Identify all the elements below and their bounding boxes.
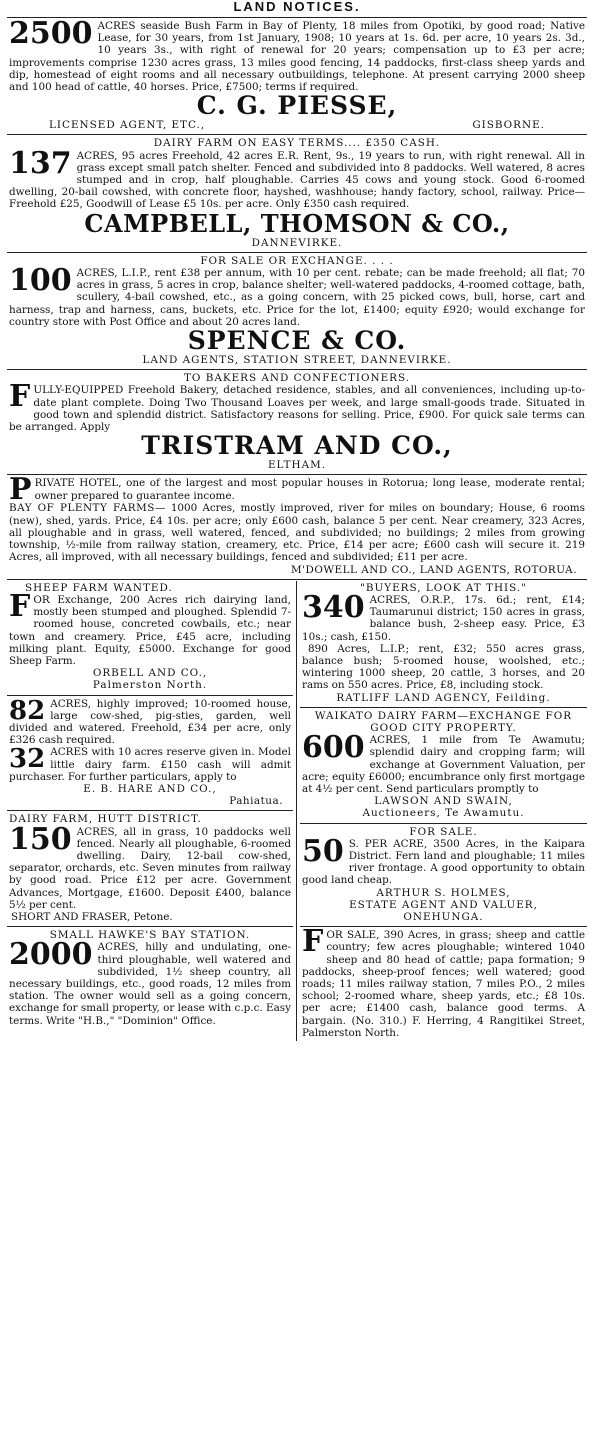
agent-town: Pahiatua. (229, 795, 283, 808)
ad-orbell (7, 581, 293, 694)
agent-name: LAWSON AND SWAIN, (374, 795, 513, 808)
bop-body: 1000 Acres, mostly improved, river for miles on boundary; House, 6 rooms (new), shed, yards. Price, £4 10s. per acre; only £600 cash, balance 5 per cent. Near creamery, 323 Acres, all ploughable and in grass, well watered, fenced, and subdivided; no buildings; 2 miles from growing township, ½-mile from railway station, creamery, etc. Price, £14 per acre; £600 cash will secure it. 219 Acres, all improved, with all necessary buildings, fenced and subdivided; £11 per acre. (9, 502, 585, 564)
agent-town: DANNEVIRKE. (251, 236, 343, 249)
agent-town: GISBORNE. (472, 119, 545, 132)
agent-line: M'DOWELL AND CO., LAND AGENTS, ROTORUA. (291, 563, 577, 576)
left-column (7, 581, 297, 1041)
divider (300, 707, 587, 708)
divider (7, 474, 587, 475)
ad-body: ACRES with 10 acres reserve given in. Model little dairy farm. £150 cash will admit purchaser. For further particulars, apply to (9, 746, 291, 783)
ad-body: ACRES, 1 mile from Te Awamutu; splendid dairy and cropping farm; will exchange at Government Valuation, per acre; equity £6000; encumbrance only first mortgage at 4½ per cent. Send particulars promptly to (302, 734, 585, 795)
ad-title: "BUYERS, LOOK AT THIS." (360, 581, 527, 594)
agent-town: Auctioneers, Te Awamutu. (362, 807, 525, 820)
ad-piesse (7, 16, 587, 133)
drop-cap: P (9, 472, 32, 508)
agent-title: LICENSED AGENT, ETC., (49, 119, 206, 132)
agent-name: RATLIFF LAND AGENCY, Feilding. (336, 691, 551, 704)
ad-body: OR SALE, 390 Acres, in grass; sheep and cattle country; few acres ploughable; wintered 1040 sheep and 80 head of cattle; papa formation; 9 paddocks, sheep-proof fences; well watered; good roads; 11 miles railway station, 7 miles P.O., 2 miles school; 2-roomed whare, sheep yards, etc.; £8 10s. per acre; £1400 cash, balance good terms. A bargain. (No. 310.) F. Herring, 4 Rangitikei Street, Palmerston North. (302, 929, 585, 1039)
agent-name: SHORT AND FRASER, Petone. (11, 910, 173, 923)
agent-name: ARTHUR S. HOLMES, (376, 886, 511, 899)
agent-address: LAND AGENTS, STATION STREET, DANNEVIRKE. (142, 354, 452, 367)
divider (7, 926, 293, 927)
agent-name: CAMPBELL, THOMSON & CO., (84, 208, 510, 238)
divider (7, 369, 587, 370)
agent-town: Palmerston North. (92, 679, 208, 692)
ad-tristram (7, 371, 587, 473)
ad-title: SHEEP FARM WANTED. (25, 581, 173, 594)
ad-lead-number: 2000 (9, 937, 93, 973)
bop-title: BAY OF PLENTY FARMS— (9, 502, 166, 515)
ad-body: OR Exchange, 200 Acres rich dairying land, mostly been stumped and ploughed. Splendid 7-roomed house, concreted cowbails, etc.; near town and creamery. Price, £45 acre, including milking plant. Equity, £5000. Exchange for good Sheep Farm. (9, 593, 291, 667)
agent-name: ORBELL AND CO., (92, 667, 208, 680)
ad-herring (300, 924, 587, 1041)
ad-body: ACRES, L.I.P., rent £38 per annum, with 10 per cent. rebate; can be made freehold; all flat; 70 acres in grass, 5 acres in crop, balance shelter; well-watered paddocks, 4-roomed cottage, bath, scullery, 4-bail cowshed, etc., as a going concern, with 25 picked cows, bull, horse, cart and harness, trap and harness, cans, buckets, etc. Price for the lot, £1400; equity £920; would exchange for country store with Post Office and about 20 acres land. (9, 267, 585, 328)
divider (300, 823, 587, 824)
agent-name: C. G. PIESSE, (196, 91, 398, 121)
ad-title: FOR SALE. (409, 825, 478, 838)
ad-lead-number: 150 (9, 821, 72, 857)
ad-body: ACRES, hilly and undulating, one-third ploughable, well watered and subdivided, 1½ sheep country, all necessary buildings, etc., good roads, 12 miles from station. The owner would sell as a going concern, exchange for small property, or lease with c.p.c. Easy terms. Write "H.B.," "Dominion" Office. (9, 941, 291, 1027)
agent-name: TRISTRAM AND CO., (141, 431, 453, 461)
ad-body: ACRES, O.R.P., 17s. 6d.; rent, £14; Taumarunui district; 150 acres in grass, balance bush, 2-sheep easy. Price, £3 10s.; cash, £150. (302, 593, 585, 643)
divider (300, 926, 587, 927)
ad-body: S. PER ACRE, 3500 Acres, in the Kaipara District. Fern land and ploughable; 11 miles river frontage. A good opportunity to obtain good land cheap. (302, 837, 585, 887)
ad-body: ACRES seaside Bush Farm in Bay of Plenty, 18 miles from Opotiki, by good road; Native Lease, for 30 years, from 1st January, 1908; 10 years at 1s. 6d. per acre, 10 years 2s. 3d., 10 years 3s., with right of renewal for 20 years; compensation up to £3 per acre; improvements comprise 1230 acres grass, 13 miles good fencing, 14 paddocks, first-class sheep yards and dip, homestead of eight rooms and all necessary outbuildings, telephone. At present carrying 2000 sheep and 100 head of cattle, 40 horses. Price, £7500; terms if required. (9, 20, 585, 94)
right-column (297, 581, 587, 1041)
ad-title: SMALL HAWKE'S BAY STATION. (49, 929, 251, 942)
ad-lead-number: 340 (302, 589, 365, 625)
ad-hare (7, 697, 293, 810)
ad-body: ACRES, all in grass, 10 paddocks well fenced. Nearly all ploughable, 6-roomed dwelling. Dairy, 12-bail cow-shed, separator, orchards, etc. Seven minutes from railway by good road. Price £12 per acre. Government Advances, Mortgage, £1600. Deposit £400, balance 5½ per cent. (9, 825, 291, 911)
ad-lead-number: 137 (9, 145, 72, 181)
agent-title: ESTATE AGENT AND VALUER, (349, 898, 538, 911)
agent-town: ELTHAM. (267, 459, 327, 472)
ad-lawson (300, 709, 587, 822)
ad-spence (7, 254, 587, 368)
divider (7, 579, 587, 580)
ad-body-2: 890 Acres, L.I.P.; rent, £32; 550 acres grass, balance bush; 5-roomed house, woolshed, etc.; wintering 1000 sheep, 20 cattle, 3 horses, and 20 rams on 550 acres. Price, £8, including stock. (302, 642, 585, 692)
drop-cap: F (9, 379, 31, 415)
divider (7, 695, 293, 696)
ad-body: ACRES, highly improved; 10-roomed house, large cow-shed, pig-sties, garden, well divided and watered. Freehold, £34 per acre, only £326 cash required. (9, 697, 291, 747)
divider (7, 252, 587, 253)
agent-town: ONEHUNGA. (403, 910, 484, 923)
drop-cap: F (302, 924, 324, 960)
ad-body: ACRES, 95 acres Freehold, 42 acres E.R. Rent, 9s., 19 years to run, with right renewal. All in grass except small patch shelter. Fenced and subdivided into 8 paddocks. Well watered, 8 acres stumped and in crop, half ploughable. Carries 45 cows and young stock. Good 6-roomed dwelling, 20-bail cowshed, with concrete floor, hayshed, washhouse; handy factory, school, railway. Price—Freehold £25, Goodwill of Lease £5 10s. per acre. Only £350 cash required. (9, 149, 585, 211)
ad-title: FOR SALE OR EXCHANGE. . . . (200, 254, 394, 267)
ad-body: RIVATE HOTEL, one of the largest and most popular houses in Rotorua; long lease, moderate rental; owner prepared to guarantee income. (34, 477, 585, 502)
ad-mcdowell (7, 472, 587, 577)
ad-lead-number: 82 (9, 695, 46, 726)
ad-body: ULLY-EQUIPPED Freehold Bakery, detached residence, stables, and all conveniences, including up-to-date plant complete. Doing Two Thousand Loaves per week, and large small-goods trade. Situated in good town and splendid district. Satisfactory reasons for selling. Price, £900. For quick sale terms can be arranged. Apply (9, 384, 585, 434)
agent-name: E. B. HARE AND CO., (83, 782, 217, 795)
ad-short (7, 812, 293, 925)
ad-title: DAIRY FARM ON EASY TERMS.... £350 CASH. (153, 137, 441, 150)
ad-holmes (300, 825, 587, 926)
ad-campbell (7, 136, 587, 250)
ad-title: TO BAKERS AND CONFECTIONERS. (183, 372, 411, 385)
agent-name: SPENCE & CO. (187, 326, 407, 356)
divider (7, 810, 293, 811)
ad-title: WAIKATO DAIRY FARM—EXCHANGE FOR GOOD CITY PROPERTY. (314, 709, 573, 734)
drop-cap: F (9, 588, 31, 624)
ad-hawkes (7, 928, 293, 1029)
ad-lead-number: 100 (9, 263, 72, 299)
ad-lead-number: 32 (9, 744, 46, 775)
newspaper-page (7, 0, 587, 1041)
section-header: LAND NOTICES. (233, 0, 361, 14)
ad-lead-number: 600 (302, 730, 365, 766)
agent-line (9, 119, 585, 131)
two-column-section (7, 581, 587, 1041)
ad-lead-number: 2500 (9, 16, 93, 51)
ad-ratliff (300, 581, 587, 706)
divider (7, 134, 587, 135)
divider (7, 17, 587, 18)
ad-title: DAIRY FARM, HUTT DISTRICT. (9, 813, 202, 826)
ad-lead-number: 50 (302, 833, 344, 869)
